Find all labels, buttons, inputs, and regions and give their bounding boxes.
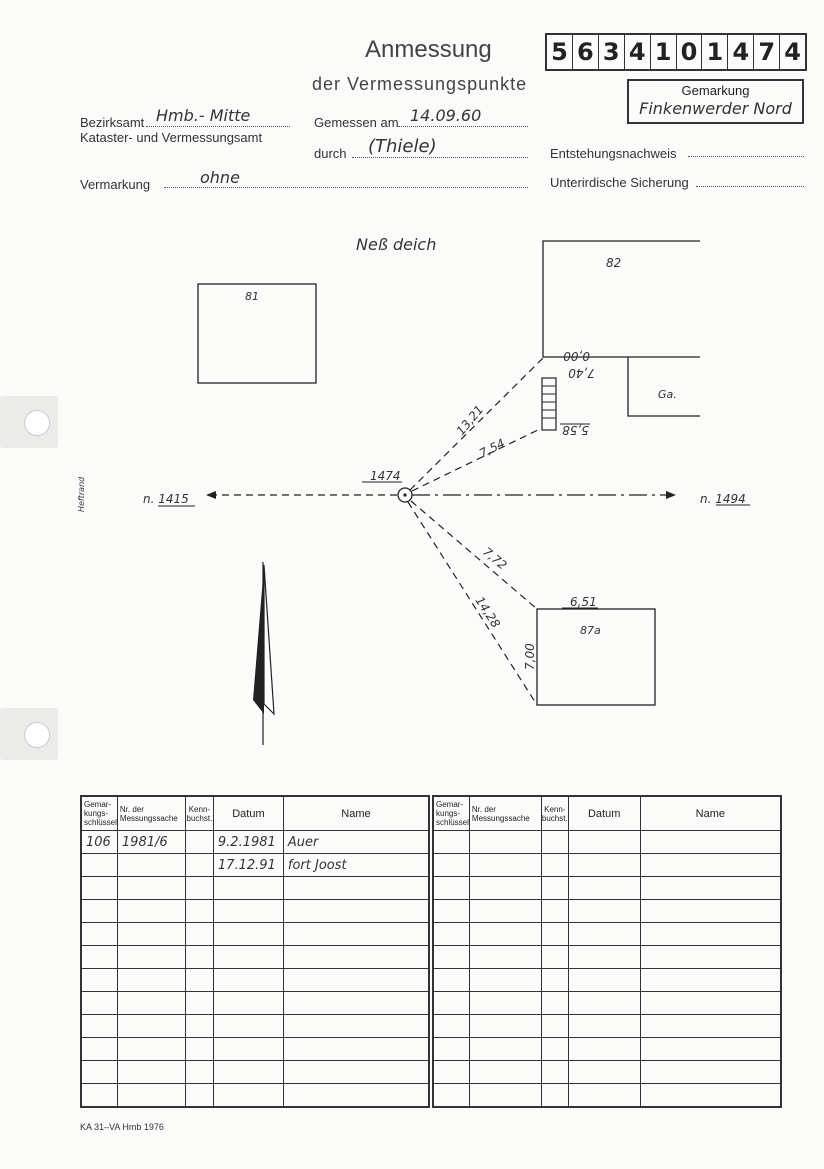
kataster-label: Kataster- und Vermessungsamt <box>80 130 263 145</box>
table-cell <box>185 831 213 854</box>
measure-1321: 13,21 <box>453 402 487 438</box>
vermarkung-label: Vermarkung <box>80 177 151 192</box>
measure-772: 7,72 <box>480 544 510 573</box>
id-digit: 4 <box>728 35 754 69</box>
col-header: Gemar-kungs-schlüssel <box>81 796 117 831</box>
stairs-symbol <box>542 378 556 430</box>
id-digit: 0 <box>677 35 703 69</box>
entstehung-label: Entstehungsnachweis <box>550 146 677 161</box>
id-digit: 4 <box>784 38 801 66</box>
id-digit: 1 <box>651 35 677 69</box>
ray-772 <box>411 501 537 609</box>
table-row <box>433 969 781 992</box>
col-header: Datum <box>568 796 640 831</box>
bezirksamt-value: Hmb.- Mitte <box>156 106 251 125</box>
gemarkung-label: Gemarkung <box>681 83 750 98</box>
table-row <box>81 1015 429 1038</box>
col-header: Datum <box>213 796 283 831</box>
table-row <box>433 923 781 946</box>
table-row <box>433 946 781 969</box>
table-cell: 106 <box>81 831 117 854</box>
col-header: Name <box>640 796 781 831</box>
table-cell <box>81 854 117 877</box>
table-cell: Auer <box>283 831 429 854</box>
table-row <box>81 1084 429 1108</box>
table-row <box>81 900 429 923</box>
arrow-left-icon <box>206 491 216 499</box>
measure-558: 5,58 <box>562 423 589 437</box>
table-row <box>433 1038 781 1061</box>
table-row <box>81 877 429 900</box>
vermarkung-value: ohne <box>200 168 240 187</box>
col-header: Gemar-kungs-schlüssel <box>433 796 469 831</box>
durch-label: durch <box>314 146 347 161</box>
id-digit: 3 <box>599 35 625 69</box>
parcel-87a-label: 87a <box>580 624 601 637</box>
id-digit: 7 <box>754 35 780 69</box>
measure-740: 7,40 <box>568 366 595 380</box>
ray-1321 <box>410 357 544 490</box>
measure-1428: 14,28 <box>472 594 503 631</box>
table-row <box>433 1061 781 1084</box>
col-header: Nr. der Messungssache <box>117 796 185 831</box>
measure-000: 0,00 <box>563 349 590 363</box>
id-digit: 4 <box>625 35 651 69</box>
table-row <box>81 992 429 1015</box>
arrow-right-icon <box>666 491 676 499</box>
table-row <box>433 877 781 900</box>
page-subtitle: der Vermessungspunkte <box>312 74 528 94</box>
table-row <box>81 1038 429 1061</box>
table-row <box>81 946 429 969</box>
sicherung-label: Unterirdische Sicherung <box>550 175 689 190</box>
street-name: Neß deich <box>356 235 437 254</box>
table-cell: fort Joost <box>283 854 429 877</box>
measure-651: 6,51 <box>570 595 597 609</box>
measure-700: 7,00 <box>523 643 537 670</box>
table-cell <box>185 854 213 877</box>
parcel-82-label: 82 <box>606 256 622 270</box>
table-row <box>433 1084 781 1108</box>
table-row <box>81 923 429 946</box>
bezirksamt-label: Bezirksamt <box>80 115 145 130</box>
id-digit: 1 <box>702 35 728 69</box>
durch-value: (Thiele) <box>368 136 437 157</box>
right-reference: n. 1494 <box>700 492 746 506</box>
gemarkung-value: Finkenwerder Nord <box>639 99 792 118</box>
register-table-right <box>432 795 782 1108</box>
garage-label: Ga. <box>658 388 677 401</box>
col-header: Kenn-buchst. <box>185 796 213 831</box>
table-row <box>81 854 429 877</box>
left-reference: n. 1415 <box>143 492 189 506</box>
id-digit: 5 <box>547 35 573 69</box>
point-number: 1474 <box>370 469 401 483</box>
table-row <box>81 969 429 992</box>
gemessen-label: Gemessen am <box>314 115 399 130</box>
register-table-left <box>80 795 430 1108</box>
table-row <box>81 831 429 854</box>
table-row <box>81 1061 429 1084</box>
table-cell: 1981/6 <box>117 831 185 854</box>
measure-754: 7,54 <box>477 436 508 461</box>
table-row <box>433 1015 781 1038</box>
table-row <box>433 900 781 923</box>
table-row <box>433 992 781 1015</box>
ray-1428 <box>408 502 537 705</box>
margin-note: Heftrand <box>77 476 86 512</box>
col-header: Nr. der Messungssache <box>469 796 541 831</box>
table-row <box>433 854 781 877</box>
col-header: Kenn-buchst. <box>541 796 568 831</box>
page-title: Anmessung <box>365 36 492 63</box>
table-cell: 17.12.91 <box>213 854 283 877</box>
table-cell: 9.2.1981 <box>213 831 283 854</box>
table-cell <box>117 854 185 877</box>
ray-754 <box>412 428 542 491</box>
gemessen-value: 14.09.60 <box>410 106 482 125</box>
parcel-81-label: 81 <box>245 290 259 303</box>
col-header: Name <box>283 796 429 831</box>
north-arrow-icon <box>253 562 274 745</box>
table-row <box>433 831 781 854</box>
garage-outline <box>628 357 700 416</box>
form-footer: KA 31–VA Hmb 1976 <box>80 1122 164 1132</box>
id-digit: 6 <box>573 35 599 69</box>
parcel-82-outline <box>543 241 700 357</box>
